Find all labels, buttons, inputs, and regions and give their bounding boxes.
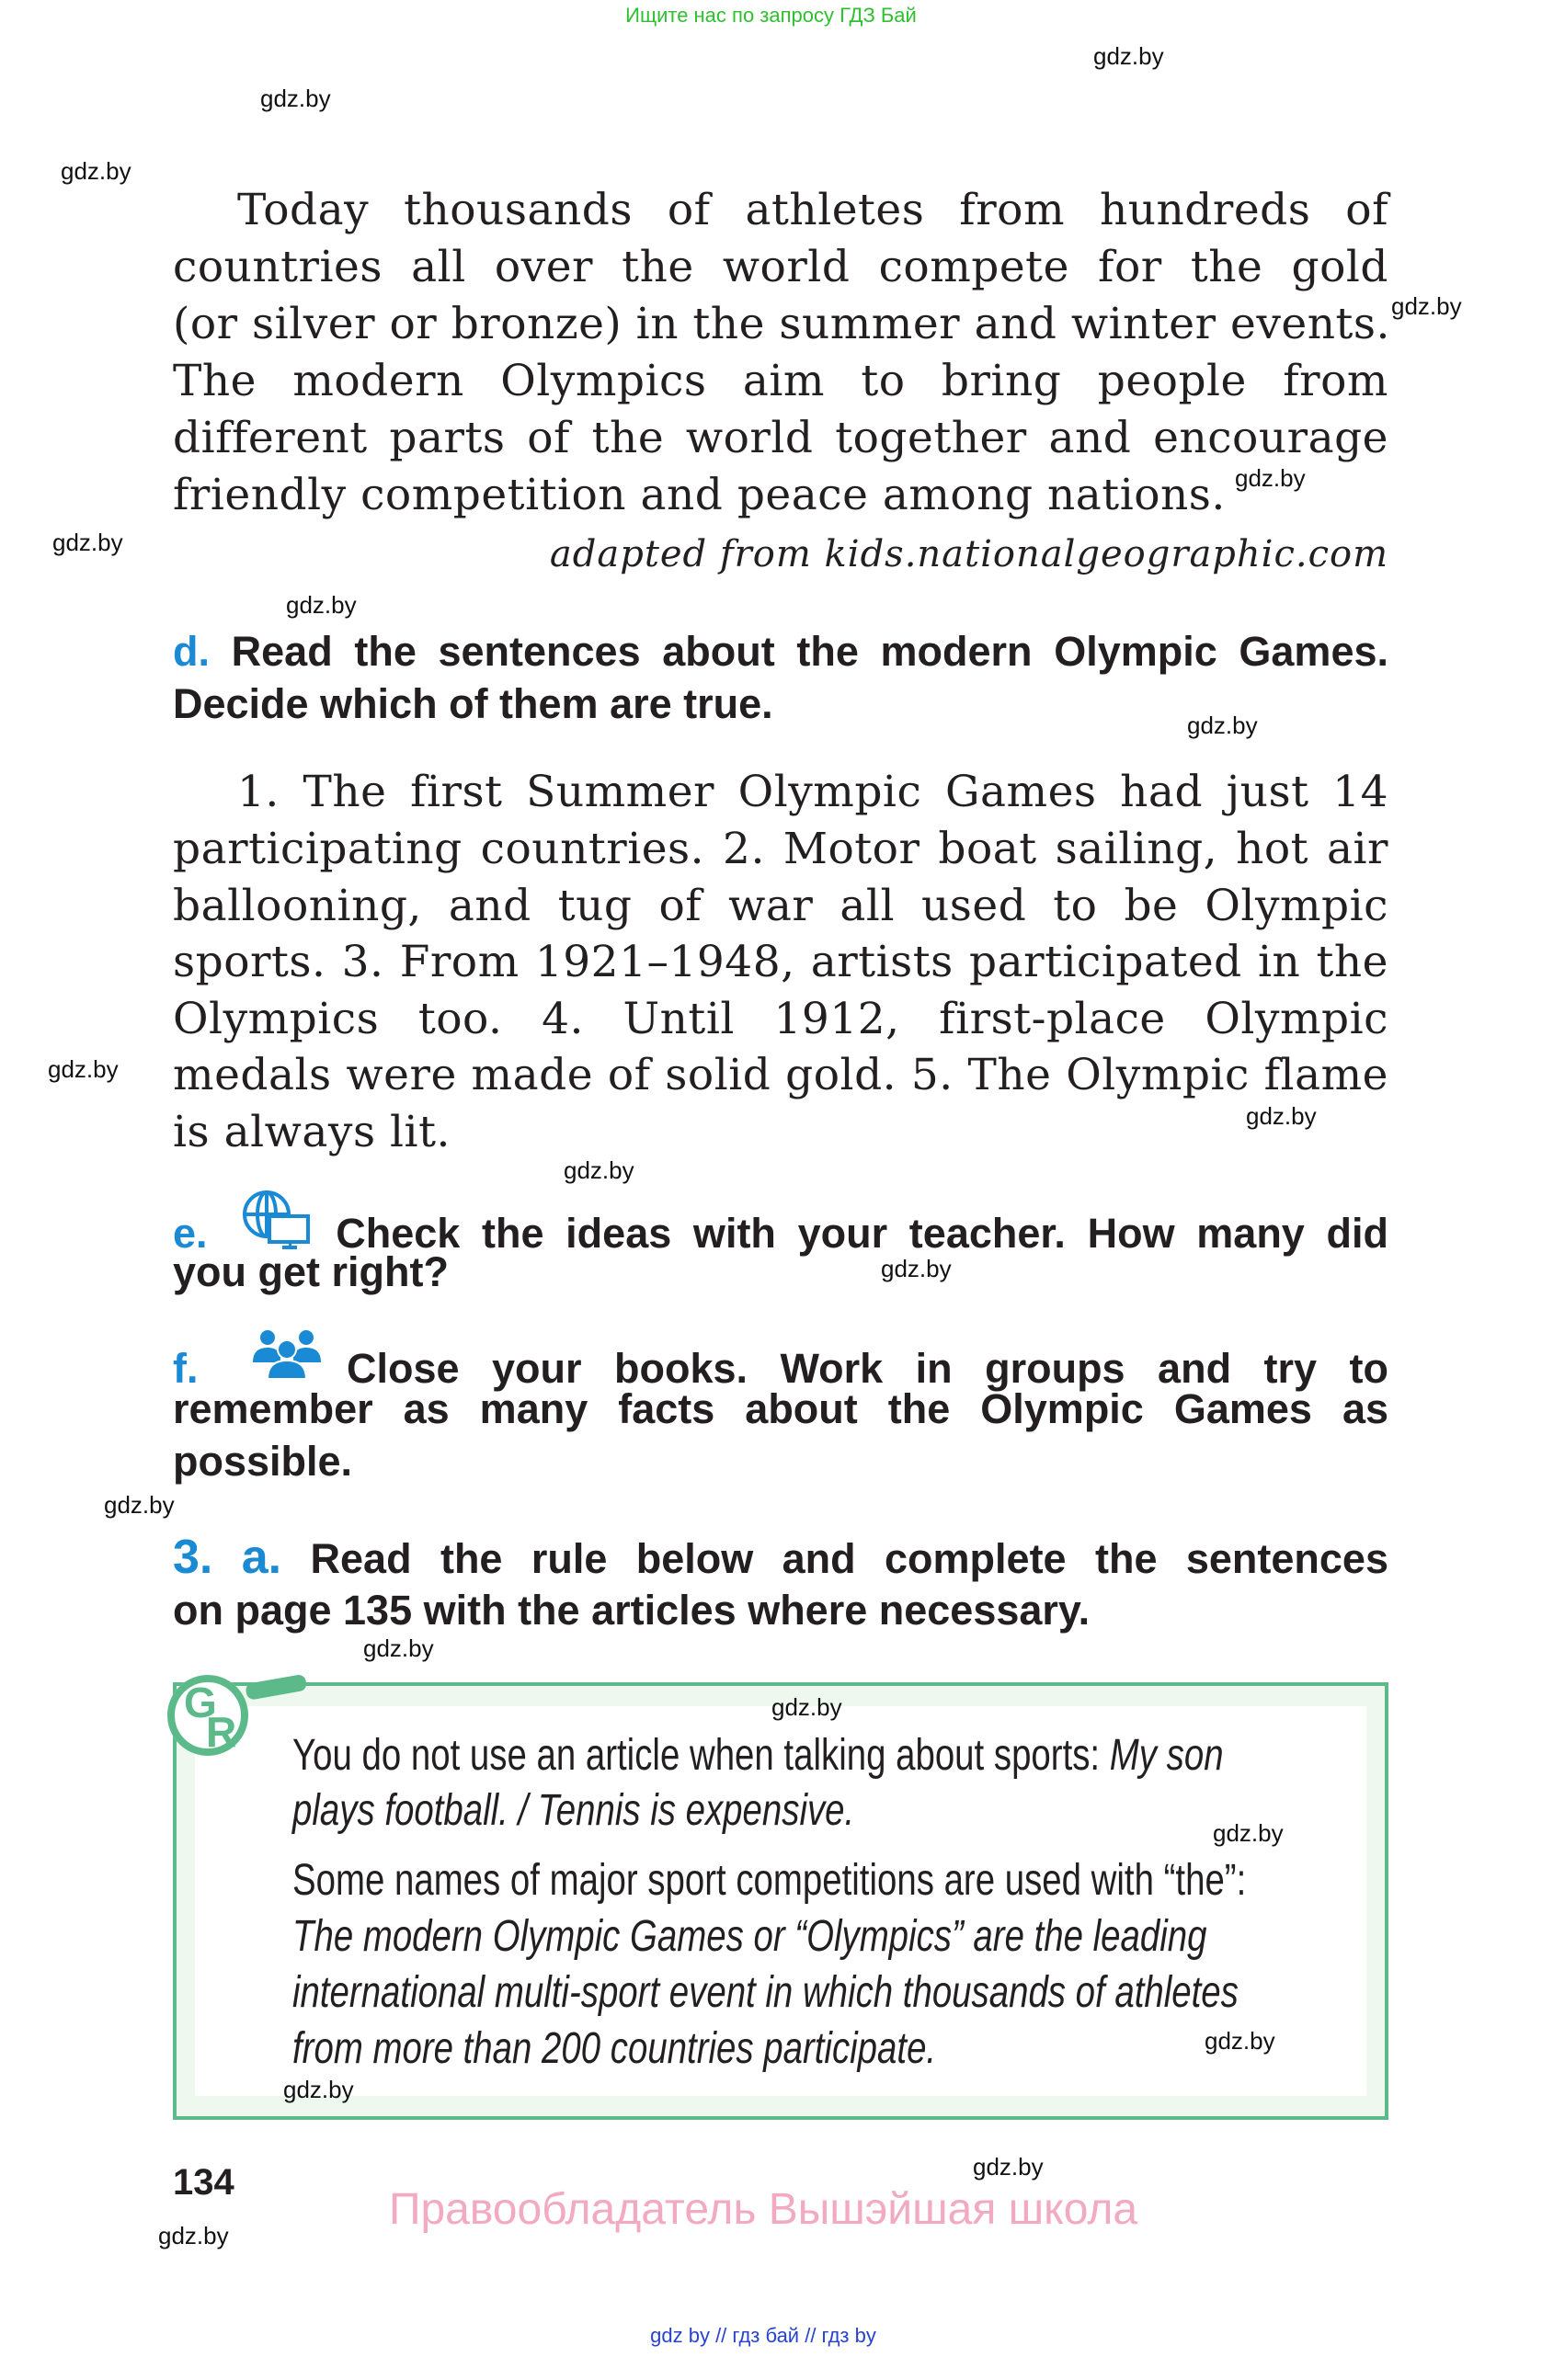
sentence-line: 1. The first Summer Olympic Games had just 14 [237,767,1388,817]
watermark: gdz.by [283,2076,354,2103]
watermark: gdz.by [158,2222,229,2249]
page-number: 134 [173,2162,234,2203]
group-icon [251,1329,323,1381]
sentence-line: is always lit. [173,1107,451,1157]
task-label: a. [241,1531,282,1584]
svg-text:R: R [206,1708,237,1756]
search-banner[interactable]: Ищите нас по запросу ГДЗ Бай [625,4,917,27]
task-f-line: remember as many facts about the Olympic Games as [173,1385,1388,1432]
watermark: gdz.by [1187,712,1258,739]
reading-line: countries all over the world compete for the gold [173,242,1388,292]
watermark: gdz.by [260,85,331,112]
grammar-rule-line: Some names of major sport competitions are used with “the”: [292,1856,1247,1905]
watermark: gdz.by [48,1055,119,1083]
task-label: d. [173,628,210,675]
rule-example: from more than 200 countries participate. [292,2024,937,2073]
rule-example: My son [1109,1731,1224,1780]
task-3a-line: on page 135 with the articles where necessary. [173,1587,1091,1634]
copyright-notice: Правообладатель Вышэйшая школа [388,2185,1138,2234]
reading-line: different parts of the world together and encourage [173,413,1388,463]
exercise-number: 3. [173,1531,213,1584]
task-d-line [173,625,1388,678]
task-3a-line [173,1531,1388,1584]
watermark: gdz.by [286,591,357,619]
task-f-line: possible. [173,1438,353,1485]
grammar-rule-line [292,2021,936,2077]
task-f-line [173,1329,1388,1392]
reading-line: Today thousands of athletes from hundreds of [237,185,1388,235]
watermark: gdz.by [1235,464,1306,492]
watermark: gdz.by [1093,42,1164,70]
rule-example: international multi-sport event in which thousands of athletes [292,1968,1239,2017]
reading-line: (or silver or bronze) in the summer and winter events. [173,299,1390,349]
task-text: Read the rule below and complete the sentences [310,1535,1388,1582]
reading-line: friendly competition and peace among nations. [173,470,1226,520]
task-label: e. [173,1210,208,1257]
svg-text:G: G [184,1679,217,1726]
watermark: gdz.by [1246,1102,1317,1130]
watermark: gdz.by [881,1255,952,1282]
watermark: gdz.by [52,529,123,556]
source-citation: adapted from kids.nationalgeographic.com [549,533,1388,575]
watermark: gdz.by [61,157,131,185]
task-text: Close your books. Work in groups and try to [346,1345,1388,1392]
watermark: gdz.by [973,2153,1044,2181]
watermark: gdz.by [1391,292,1462,320]
watermark: gdz.by [1213,1819,1284,1847]
watermark: gdz.by [104,1491,175,1519]
task-e-line [173,1190,1389,1257]
watermark: gdz.by [363,1634,434,1662]
task-e-line: you get right? [173,1248,449,1295]
reading-line: The modern Olympics aim to bring people from [173,356,1388,406]
watermark: gdz.by [771,1693,842,1721]
rule-example: The modern Olympic Games or “Olympics” are the leading [292,1912,1207,1961]
grammar-rule-line [292,1909,1206,1964]
grammar-rule-line [292,1965,1239,2021]
task-text: Read the sentences about the modern Olympic Games. [231,628,1388,675]
rule-text: You do not use an article when talking about sports: [292,1731,1110,1780]
sentence-line: medals were made of solid gold. 5. The Olympic flame [173,1050,1388,1100]
rule-example: plays football. / Tennis is expensive. [292,1786,855,1835]
watermark: gdz.by [564,1156,634,1184]
watermark: gdz.by [1205,2027,1275,2055]
sentence-line: sports. 3. From 1921–1948, artists participated in the [173,937,1388,987]
sentence-line: Olympics too. 4. Until 1912, first-place Olympic [173,994,1388,1044]
task-label: f. [173,1345,199,1392]
sentence-line: participating countries. 2. Motor boat sailing, hot air [173,824,1388,874]
sentence-line: ballooning, and tug of war all used to be Olympic [173,881,1388,931]
globe-computer-icon [242,1190,319,1251]
grammar-rule-line [292,1783,854,1839]
grammar-rule-line [292,1728,1224,1783]
footer-links[interactable]: gdz by // гдз бай // гдз by [650,2324,876,2347]
task-d-line: Decide which of them are true. [173,680,773,727]
task-text: Check the ideas with your teacher. How many did [336,1210,1389,1257]
